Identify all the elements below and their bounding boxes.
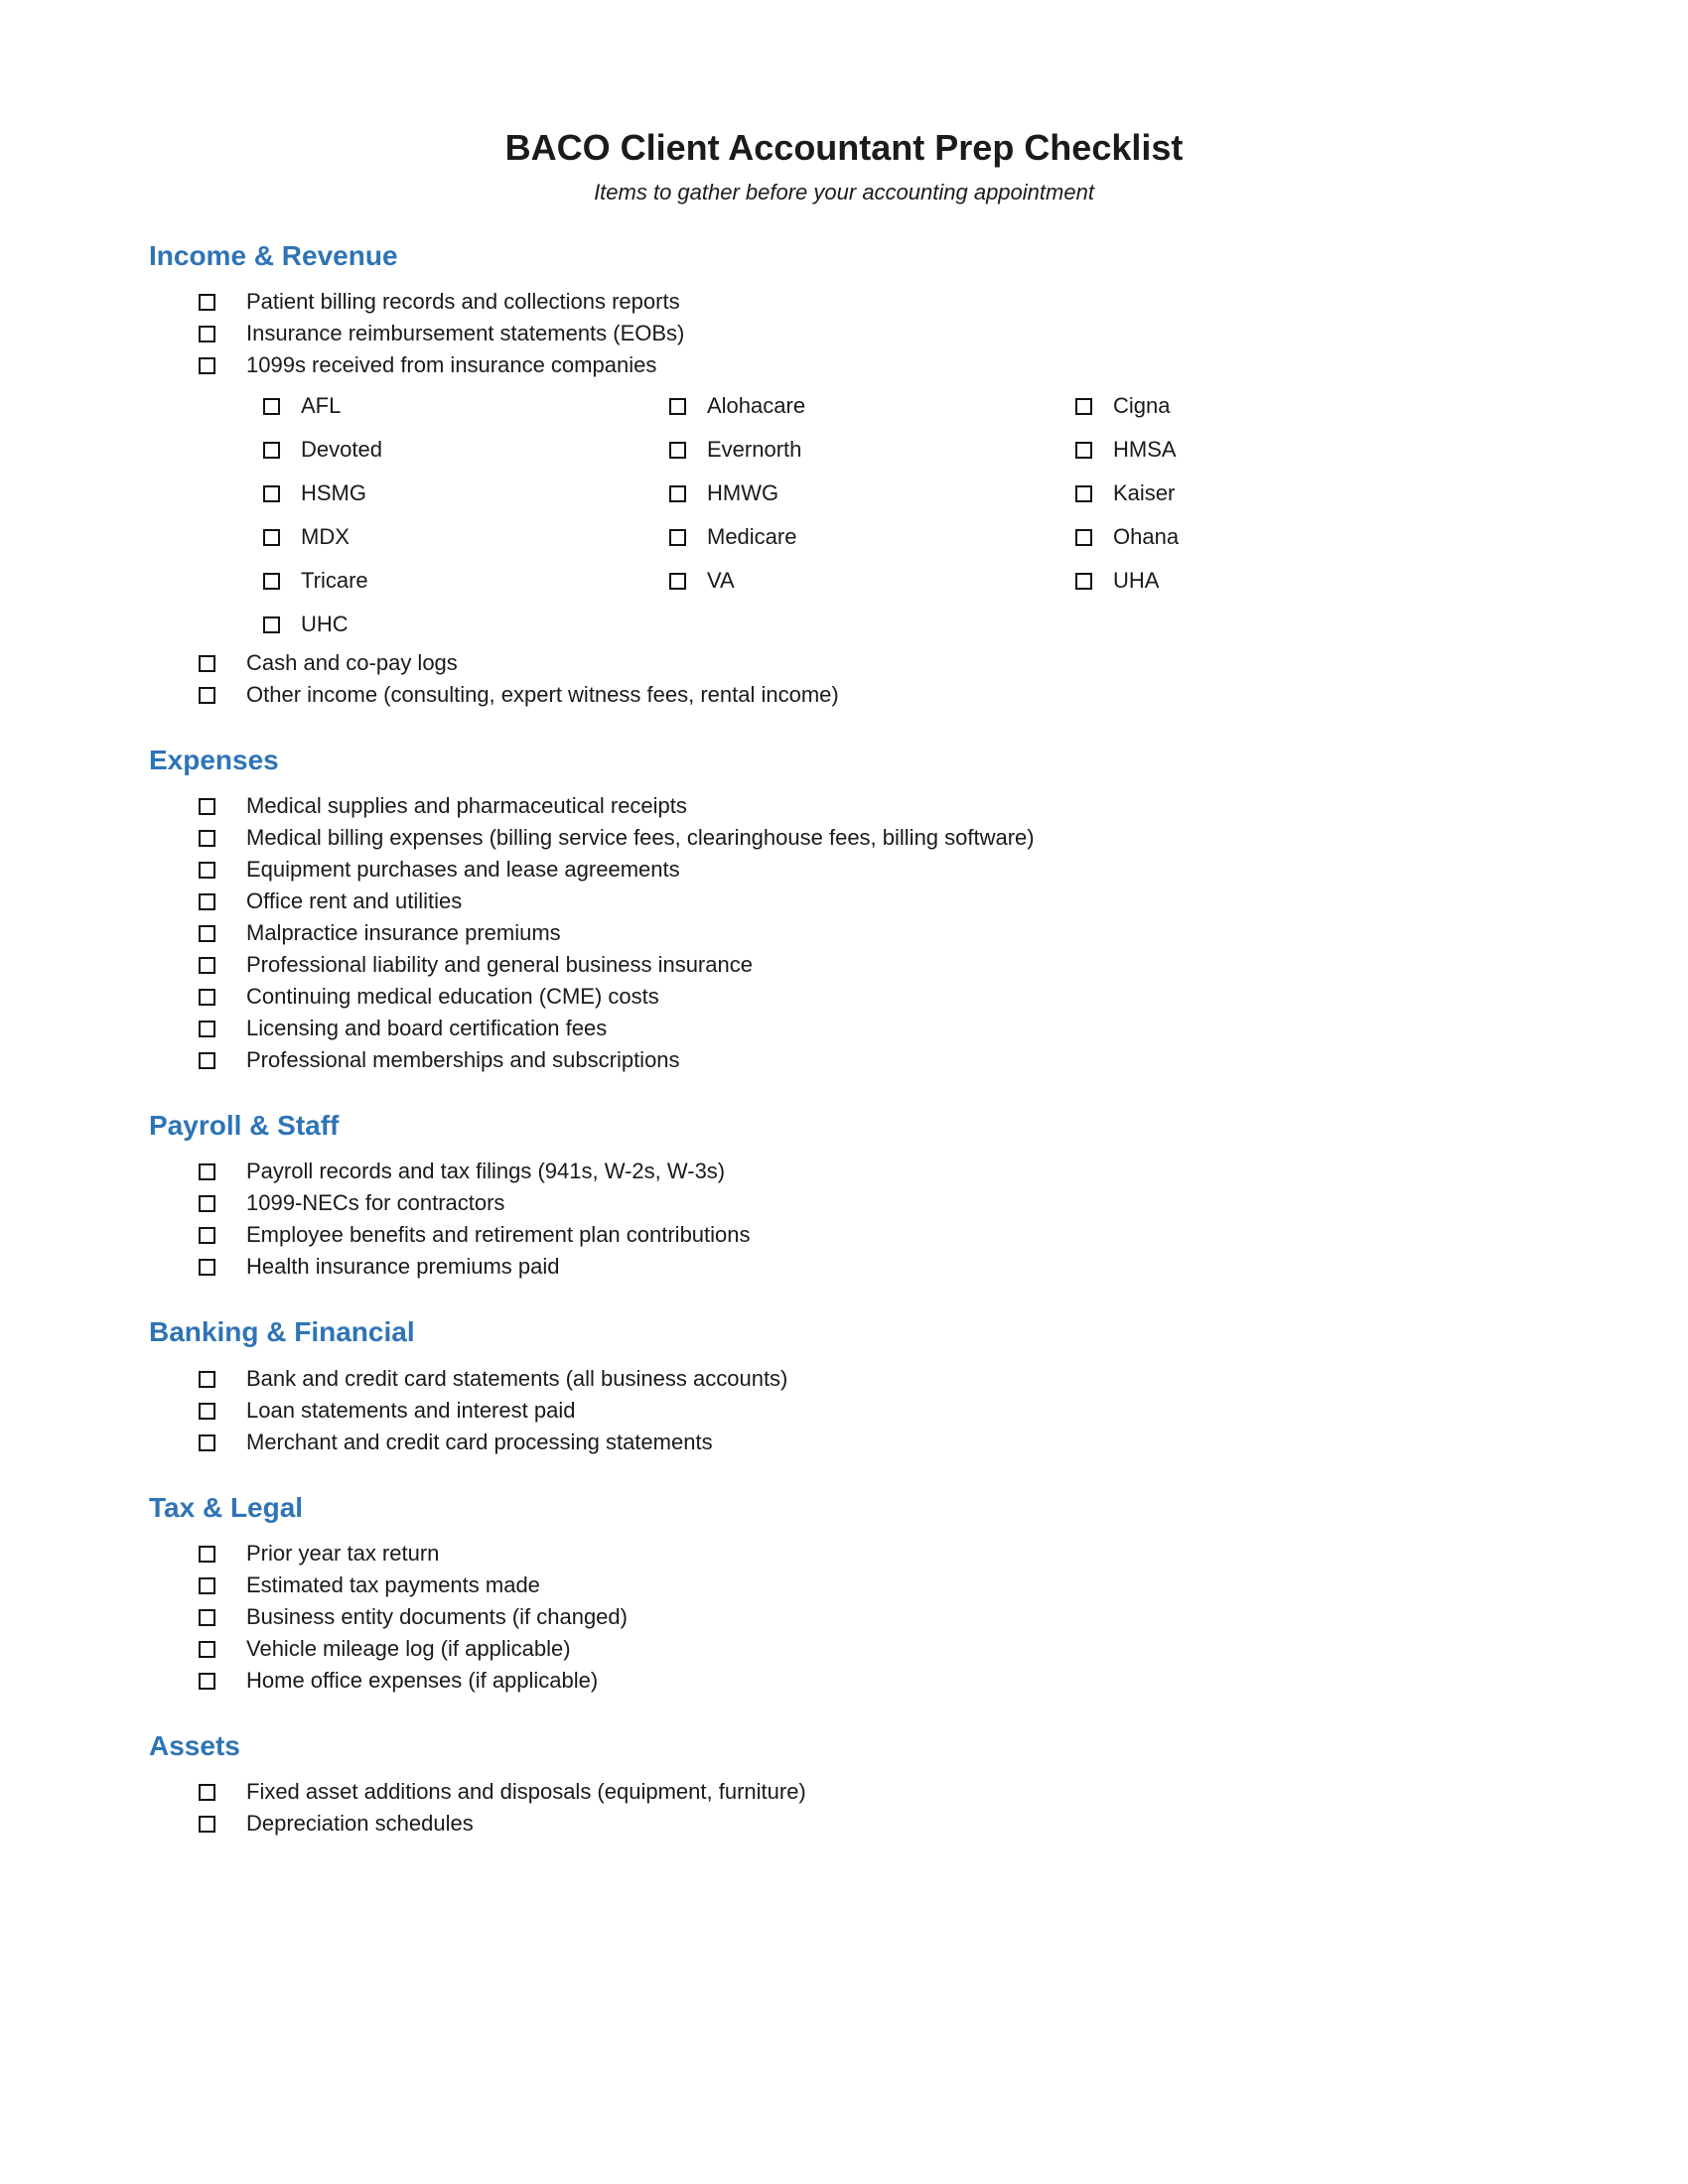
checkbox[interactable] [199, 1609, 215, 1626]
checkbox[interactable] [199, 1577, 215, 1594]
checkbox[interactable] [263, 485, 280, 502]
checklist-item [199, 1219, 1539, 1251]
checklist-item [199, 647, 1539, 679]
checklist-item-label: Alohacare [707, 392, 806, 418]
checklist-item-label: Vehicle mileage log (if applicable) [246, 1635, 571, 1661]
checklist-item-label: Bank and credit card statements (all business accounts) [246, 1365, 788, 1391]
checkbox[interactable] [199, 1163, 215, 1180]
income-revenue-checklist [149, 286, 1539, 381]
checklist-item-label: Malpractice insurance premiums [246, 920, 561, 946]
checklist-item-label: Home office expenses (if applicable) [246, 1667, 599, 1693]
checklist-item-label: Devoted [301, 436, 382, 462]
checkbox[interactable] [199, 655, 215, 672]
checklist-item [199, 1665, 1539, 1697]
checklist-item [199, 854, 1539, 886]
checklist-item [199, 1251, 1539, 1283]
checklist-item [263, 566, 669, 596]
tax-legal-checklist [149, 1538, 1539, 1697]
checkbox[interactable] [199, 294, 215, 311]
checkbox[interactable] [199, 1641, 215, 1658]
checkbox[interactable] [199, 326, 215, 342]
checklist-item-label: Payroll records and tax filings (941s, W-2s, W-3s) [246, 1159, 726, 1184]
checklist-item-label: Office rent and utilities [246, 888, 463, 914]
checklist-item-label: Medicare [707, 523, 797, 549]
checkbox[interactable] [199, 957, 215, 974]
checkbox[interactable] [199, 1546, 215, 1563]
section-heading-tax-legal: Tax & Legal [149, 1491, 304, 1523]
checklist-item [199, 886, 1539, 917]
checklist-item [199, 1601, 1539, 1633]
checkbox[interactable] [199, 1259, 215, 1276]
document-header [149, 127, 1539, 206]
checkbox[interactable] [263, 442, 280, 459]
checklist-item [199, 822, 1539, 854]
checklist-item-label: HMWG [707, 479, 779, 505]
checkbox[interactable] [199, 357, 215, 374]
checklist-item [669, 522, 1075, 552]
section-banking-financial [149, 1316, 1539, 1457]
checklist-item [199, 1044, 1539, 1076]
section-heading-expenses: Expenses [149, 744, 279, 775]
checklist-item [199, 1156, 1539, 1187]
section-income-revenue [149, 240, 1539, 711]
checkbox[interactable] [1075, 398, 1092, 415]
section-heading-assets: Assets [149, 1729, 240, 1761]
checklist-item-label: Medical billing expenses (billing service fees, clearinghouse fees, billing software) [246, 825, 1035, 851]
checklist-item-label: Other income (consulting, expert witness fees, rental income) [246, 681, 839, 707]
checkbox[interactable] [199, 798, 215, 815]
section-heading-income-revenue: Income & Revenue [149, 239, 398, 271]
checkbox[interactable] [1075, 442, 1092, 459]
checklist-item [199, 1633, 1539, 1665]
checkbox[interactable] [669, 442, 686, 459]
checklist-item-label: Professional memberships and subscriptions [246, 1047, 680, 1073]
checklist-item [199, 949, 1539, 981]
checkbox[interactable] [1075, 573, 1092, 590]
checkbox[interactable] [199, 1371, 215, 1388]
checklist-item-label: Fixed asset additions and disposals (equipment, furniture) [246, 1778, 806, 1804]
checklist-item [1075, 435, 1539, 465]
checklist-item [263, 478, 669, 508]
checklist-item-label: Cigna [1113, 392, 1171, 418]
section-expenses [149, 745, 1539, 1076]
checkbox[interactable] [199, 1403, 215, 1420]
checkbox[interactable] [263, 398, 280, 415]
checkbox[interactable] [1075, 529, 1092, 546]
checklist-item [199, 1013, 1539, 1044]
checklist-item [199, 286, 1539, 318]
section-heading-banking-financial: Banking & Financial [149, 1316, 415, 1348]
payroll-staff-checklist [149, 1156, 1539, 1283]
checklist-item-label: Licensing and board certification fees [246, 1016, 608, 1041]
banking-financial-checklist [149, 1363, 1539, 1458]
page-title: BACO Client Accountant Prep Checklist [504, 127, 1184, 168]
checklist-item-label: Business entity documents (if changed) [246, 1603, 628, 1629]
checklist-item [199, 318, 1539, 349]
checklist-item [199, 679, 1539, 711]
assets-checklist [149, 1776, 1539, 1840]
checkbox[interactable] [263, 529, 280, 546]
checklist-item [1075, 522, 1539, 552]
checkbox[interactable] [199, 1021, 215, 1037]
checklist-item-label: Ohana [1113, 523, 1180, 549]
checkbox[interactable] [199, 862, 215, 879]
checkbox[interactable] [199, 1816, 215, 1833]
checkbox[interactable] [669, 485, 686, 502]
checklist-item-label: HSMG [301, 479, 366, 505]
checkbox[interactable] [1075, 485, 1092, 502]
checklist-item-label: UHC [301, 611, 349, 636]
checklist-item [1075, 566, 1539, 596]
checkbox[interactable] [199, 925, 215, 942]
expenses-checklist [149, 790, 1539, 1076]
checklist-item [199, 1395, 1539, 1427]
checklist-item-label: Medical supplies and pharmaceutical receipts [246, 793, 687, 819]
checklist-item-label: 1099-NECs for contractors [246, 1190, 505, 1216]
checklist-item [199, 1776, 1539, 1808]
checklist-item-label: Tricare [301, 567, 368, 593]
checklist-item-label: Patient billing records and collections reports [246, 288, 680, 314]
checklist-item-label: Professional liability and general business insurance [246, 952, 753, 978]
page-subtitle: Items to gather before your accounting appointment [594, 180, 1094, 205]
checklist-item-label: AFL [301, 392, 342, 418]
checkbox[interactable] [199, 1195, 215, 1212]
checklist-item-label: Depreciation schedules [246, 1810, 474, 1836]
checkbox[interactable] [263, 573, 280, 590]
checklist-item [263, 391, 669, 421]
checklist-item-label: Continuing medical education (CME) costs [246, 984, 659, 1010]
checkbox[interactable] [669, 398, 686, 415]
checklist-item [199, 349, 1539, 381]
checkbox[interactable] [263, 616, 280, 633]
section-payroll-staff [149, 1110, 1539, 1283]
checklist-item [263, 610, 669, 639]
checklist-item [669, 391, 1075, 421]
checkbox[interactable] [199, 830, 215, 847]
checklist-item-label: Kaiser [1113, 479, 1176, 505]
checkbox[interactable] [199, 1052, 215, 1069]
checkbox[interactable] [199, 1784, 215, 1801]
checklist-item-label: Evernorth [707, 436, 802, 462]
checklist-item-label: Merchant and credit card processing statements [246, 1429, 713, 1454]
checklist-item-label: VA [707, 567, 735, 593]
checklist-item-label: Cash and co-pay logs [246, 649, 458, 675]
checkbox[interactable] [199, 1227, 215, 1244]
checklist-item [199, 917, 1539, 949]
checklist-item-label: Loan statements and interest paid [246, 1397, 576, 1423]
checklist-item-label: UHA [1113, 567, 1160, 593]
checklist-item [669, 435, 1075, 465]
section-assets [149, 1730, 1539, 1840]
checkbox[interactable] [199, 893, 215, 910]
checklist-item-label: 1099s received from insurance companies [246, 351, 657, 377]
checklist-item-label: Equipment purchases and lease agreements [246, 857, 680, 883]
checklist-item [1075, 478, 1539, 508]
insurance-company-grid [263, 391, 1539, 639]
checklist-item [199, 1363, 1539, 1395]
checklist-item [669, 478, 1075, 508]
section-heading-payroll-staff: Payroll & Staff [149, 1110, 340, 1142]
checkbox[interactable] [669, 529, 686, 546]
checkbox[interactable] [199, 1434, 215, 1451]
section-tax-legal [149, 1492, 1539, 1697]
checkbox[interactable] [199, 1673, 215, 1690]
checklist-item-label: Health insurance premiums paid [246, 1254, 560, 1280]
checklist-item-label: Insurance reimbursement statements (EOBs) [246, 320, 685, 345]
checklist-item-label: MDX [301, 523, 350, 549]
checklist-item [199, 1538, 1539, 1570]
checklist-item [199, 1427, 1539, 1458]
checklist-item [1075, 391, 1539, 421]
checklist-item-label: Prior year tax return [246, 1540, 440, 1566]
checklist-item [263, 435, 669, 465]
checklist-item [199, 1187, 1539, 1219]
checklist-item [199, 790, 1539, 822]
checkbox[interactable] [669, 573, 686, 590]
checklist-item [669, 566, 1075, 596]
checklist-item [199, 1808, 1539, 1840]
checklist-item-label: Estimated tax payments made [246, 1571, 540, 1597]
checklist-item-label: HMSA [1113, 436, 1177, 462]
checklist-item [199, 981, 1539, 1013]
income-revenue-checklist-after-grid [149, 647, 1539, 711]
checkbox[interactable] [199, 687, 215, 704]
checklist-item-label: Employee benefits and retirement plan contributions [246, 1222, 751, 1248]
checklist-item [199, 1570, 1539, 1601]
checklist-item [263, 522, 669, 552]
checkbox[interactable] [199, 989, 215, 1006]
